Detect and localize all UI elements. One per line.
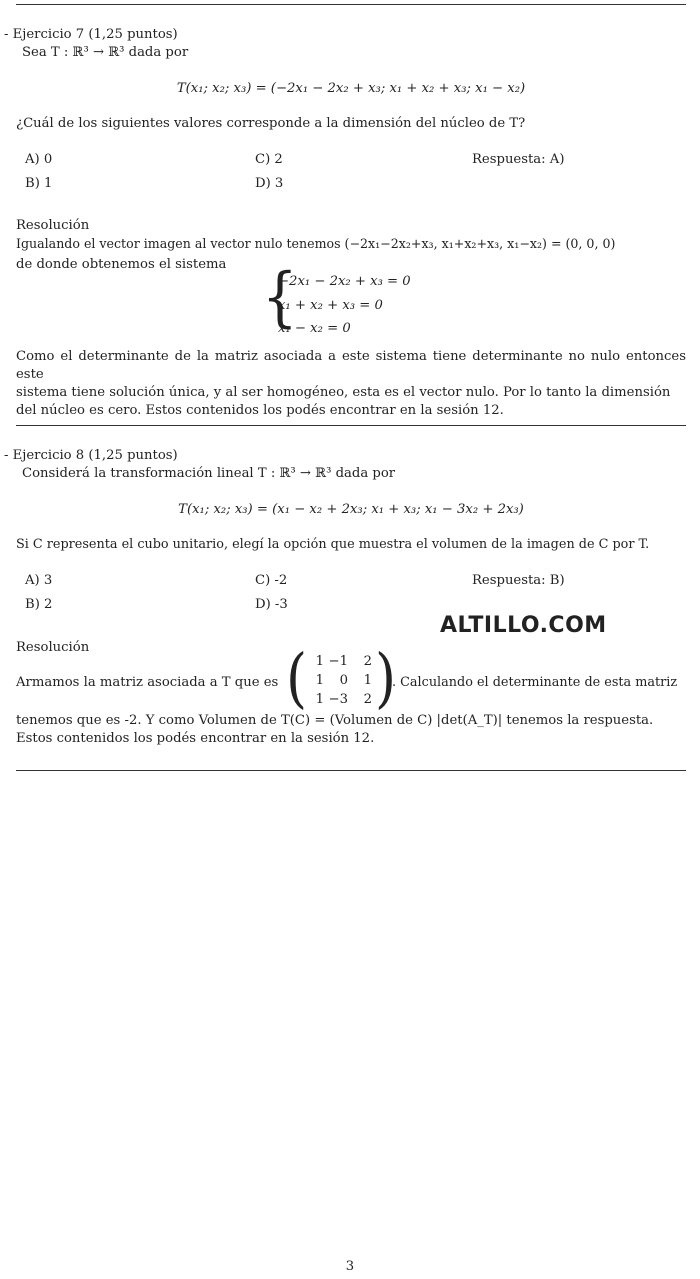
exercise-7-conclusion-line-3: del núcleo es cero. Estos contenidos los podés encontrar en la sesión 12. <box>16 403 504 418</box>
exercise-8-option-a: A) 3 <box>25 573 53 588</box>
system-equation-3: x₁ − x₂ = 0 <box>278 321 351 336</box>
exercise-7-option-a: A) 0 <box>25 152 53 167</box>
exercise-8-answer: Respuesta: B) <box>472 573 565 588</box>
exercise-8-conclusion-line-2: Estos contenidos los podés encontrar en la sesión 12. <box>16 731 375 746</box>
matrix-right-paren: ) <box>375 640 397 716</box>
exercise-8-conclusion-line-1: tenemos que es -2. Y como Volumen de T(C) = (Volumen de C) |det(A_T)| tenemos la respuesta. <box>16 713 654 728</box>
matrix-cell: 1 <box>315 692 324 707</box>
system-brace: { <box>262 260 298 335</box>
middle-rule <box>16 425 686 426</box>
top-rule <box>16 4 686 5</box>
matrix-cell: −3 <box>328 692 348 707</box>
exercise-7-conclusion-line-1: Como el determinante de la matriz asociada a este sistema tiene determinante no nulo entonces este <box>16 349 686 382</box>
system-equation-2: x₁ + x₂ + x₃ = 0 <box>278 298 383 313</box>
exercise-7-resolution-line-2: de donde obtenemos el sistema <box>16 257 227 272</box>
matrix-row <box>300 653 372 672</box>
exercise-8-header: - Ejercicio 8 (1,25 puntos) <box>4 448 178 463</box>
exercise-7-header: - Ejercicio 7 (1,25 puntos) <box>4 27 178 42</box>
exercise-8-conclusion <box>16 712 686 748</box>
matrix-cell: 1 <box>315 654 324 669</box>
exercise-8-resolution-title: Resolución <box>16 640 90 655</box>
exercise-8-formula: T(x₁; x₂; x₃) = (x₁ − x₂ + 2x₃; x₁ + x₃; x₁ − 3x₂ + 2x₃) <box>178 502 524 517</box>
exercise-7-formula: T(x₁; x₂; x₃) = (−2x₁ − 2x₂ + x₃; x₁ + x₂ + x₃; x₁ − x₂) <box>176 81 526 96</box>
altillo-watermark-logo: ALTILLO.COM <box>440 613 607 638</box>
exercise-7-option-d: D) 3 <box>255 176 284 191</box>
exercise-7-option-b: B) 1 <box>25 176 53 191</box>
matrix-cell: 0 <box>339 673 348 688</box>
system-equation-1: −2x₁ − 2x₂ + x₃ = 0 <box>278 274 411 289</box>
exercise-7-resolution-title: Resolución <box>16 218 90 233</box>
matrix-cell: 1 <box>363 673 372 688</box>
exercise-7-answer: Respuesta: A) <box>472 152 565 167</box>
matrix-cell: 2 <box>363 692 372 707</box>
exercise-7-intro: Sea T : ℝ³ → ℝ³ dada por <box>22 45 189 60</box>
matrix-prefix: Armamos la matriz asociada a T que es <box>16 675 279 690</box>
matrix-left-paren: ( <box>286 640 308 716</box>
exercise-8-intro: Considerá la transformación lineal T : ℝ³ → ℝ³ dada por <box>22 466 396 481</box>
exercise-7-option-c: C) 2 <box>255 152 283 167</box>
bottom-rule <box>16 770 686 771</box>
matrix-row <box>300 691 372 710</box>
exercise-7-conclusion <box>16 348 686 420</box>
matrix-cell: 1 <box>315 673 324 688</box>
exercise-7-question: ¿Cuál de los siguientes valores corresponde a la dimensión del núcleo de T? <box>16 116 526 131</box>
matrix-row <box>300 672 372 691</box>
exercise-7-conclusion-line-2: sistema tiene solución única, y al ser homogéneo, esta es el vector nulo. Por lo tanto la dimensión <box>16 385 671 400</box>
exercise-8-question: Si C representa el cubo unitario, elegí la opción que muestra el volumen de la imagen de C por T. <box>16 537 650 552</box>
matrix-suffix: . Calculando el determinante de esta matriz <box>392 675 678 690</box>
matrix-at <box>300 653 372 710</box>
exercise-8-option-d: D) -3 <box>255 597 288 612</box>
exercise-8-option-c: C) -2 <box>255 573 288 588</box>
page-number: 3 <box>345 1259 355 1274</box>
exercise-8-option-b: B) 2 <box>25 597 53 612</box>
matrix-cell: −1 <box>328 654 348 669</box>
matrix-cell: 2 <box>363 654 372 669</box>
exercise-7-resolution-line-1: Igualando el vector imagen al vector nulo tenemos (−2x₁−2x₂+x₃, x₁+x₂+x₃, x₁−x₂) = (0, 0, 0) <box>16 236 616 251</box>
